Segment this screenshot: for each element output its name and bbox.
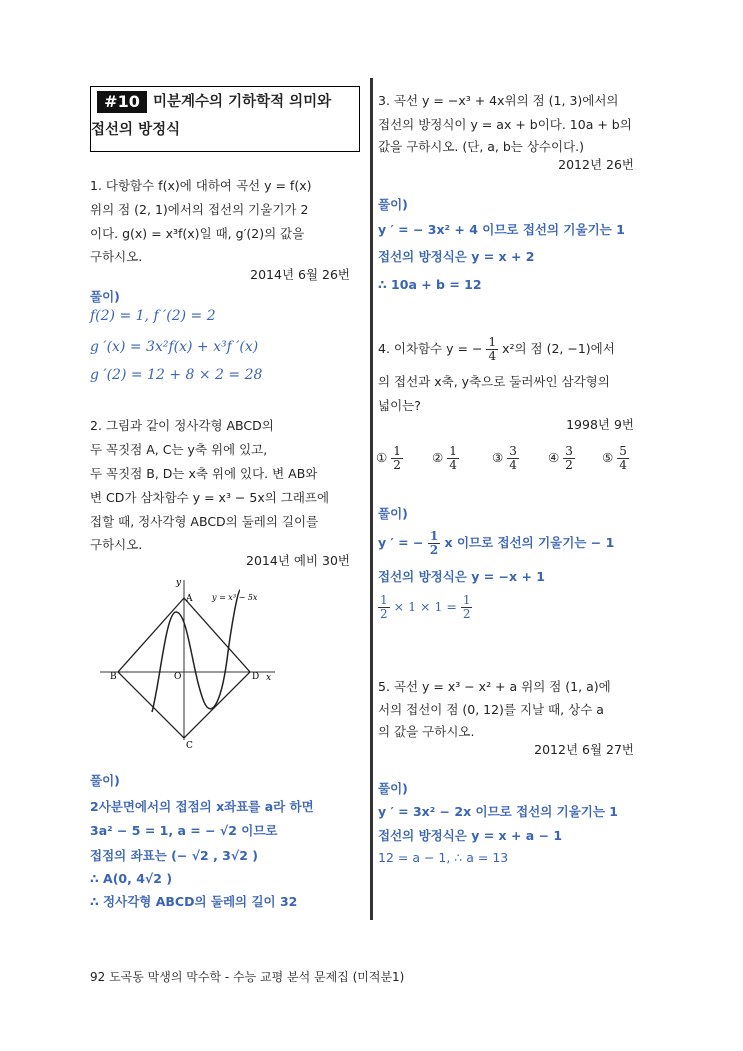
p4-sol1-post: x 이므로 접선의 기울기는 − 1 [444, 535, 615, 550]
p1-line3: 이다. g(x) = x³f(x)일 때, g′(2)의 값을 [90, 226, 305, 241]
label-O: O [174, 672, 182, 682]
p2-line2: 두 꼭짓점 A, C는 y축 위에 있고, [90, 442, 268, 457]
section-title-line1: 미분계수의 기하학적 의미와 [153, 94, 332, 110]
p1-sol-line3: g ′(2) = 12 + 8 × 2 = 28 [90, 367, 263, 383]
p4-sol3-mid: × 1 × 1 = [393, 599, 457, 614]
choice-5[interactable] [602, 445, 629, 472]
p1-sol-line2: g ′(x) = 3x²f(x) + x³f ′(x) [90, 339, 259, 355]
choice-3[interactable] [492, 445, 519, 472]
p2-sol-line3: 접점의 좌표는 (− √2 , 3√2 ) [90, 848, 258, 863]
p4-line1-pre: 4. 이차함수 y = − [378, 341, 483, 356]
p3-sol-line2: 접선의 방정식은 y = x + 2 [378, 249, 535, 264]
p5-line1: 5. 곡선 y = x³ − x² + a 위의 점 (1, a)에 [378, 679, 611, 694]
p4-sol3-n2: 1 [462, 593, 471, 607]
choice-1-frac [391, 445, 403, 472]
p4-sol1-pre: y ′ = − [378, 535, 424, 550]
p4-fraction [486, 336, 498, 363]
p3-sol-line3: ∴ 10a + b = 12 [378, 277, 482, 292]
choice-2-frac [447, 445, 459, 472]
p2-line4: 변 CD가 삼차함수 y = x³ − 5x의 그래프에 [90, 490, 330, 505]
p3-line1: 3. 곡선 y = −x³ + 4x위의 점 (1, 3)에서의 [378, 93, 619, 108]
p2-sol-line5: ∴ 정사각형 ABCD의 둘레의 길이 32 [90, 894, 298, 909]
choice-1-n: 1 [393, 444, 401, 458]
p2-line5: 접할 때, 정사각형 ABCD의 둘레의 길이를 [90, 514, 319, 529]
p4-sol3-frac1 [378, 594, 390, 621]
p4-line2: 의 접선과 x축, y축으로 둘러싸인 삼각형의 [378, 374, 610, 389]
p4-sol3-n1: 1 [380, 593, 388, 607]
choice-1-d: 2 [393, 458, 401, 472]
choice-1-num: ① [376, 450, 388, 465]
p1-line4: 구하시오. [90, 249, 143, 264]
p4-line1 [378, 336, 615, 363]
p4-sol3-frac2 [461, 594, 473, 621]
cubic-curve [152, 590, 240, 712]
p4-sol1-frac [428, 530, 440, 557]
choice-1[interactable] [376, 445, 403, 472]
curve-label: y = x³ − 5x [212, 593, 258, 602]
p5-solution-label: 풀이) [378, 781, 408, 796]
p4-frac-num: 1 [488, 335, 497, 349]
choice-5-d: 4 [619, 458, 627, 472]
p2-solution-label: 풀이) [90, 773, 120, 788]
choice-2-n: 1 [449, 444, 457, 458]
p3-source: 2012년 26번 [558, 157, 634, 172]
p2-line6: 구하시오. [90, 537, 143, 552]
choice-2[interactable] [432, 445, 459, 472]
p4-sol3-d2: 2 [462, 607, 471, 621]
p4-sol-line3 [378, 594, 472, 621]
p4-choices [376, 440, 636, 476]
p2-sol-line1: 2사분면에서의 접점의 x좌표를 a라 하면 [90, 799, 314, 814]
choice-4-d: 2 [565, 458, 573, 472]
p5-sol-line2: 접선의 방정식은 y = x + a − 1 [378, 828, 563, 843]
section-header [90, 86, 360, 152]
choice-2-d: 4 [449, 458, 457, 472]
column-divider [370, 78, 373, 920]
label-C: C [186, 741, 193, 751]
p1-source: 2014년 6월 26번 [250, 267, 350, 282]
p1-sol-line1: f(2) = 1, f ′(2) = 2 [90, 308, 216, 324]
p3-line3: 값을 구하시오. (단, a, b는 상수이다.) [378, 139, 585, 154]
p1-line1: 1. 다항함수 f(x)에 대하여 곡선 y = f(x) [90, 178, 312, 193]
p2-sol-line2: 3a² − 5 = 1, a = − √2 이므로 [90, 823, 278, 838]
choice-2-num: ② [432, 450, 444, 465]
page-footer: 92 도곡동 막생의 막수학 - 수능 교평 분석 문제집 (미적분1) [90, 970, 405, 984]
p4-sol3-d1: 2 [380, 607, 388, 621]
p4-frac-den: 4 [488, 349, 497, 363]
section-title-line2: 접선의 방정식 [91, 122, 181, 138]
p4-sol1-n: 1 [429, 529, 439, 543]
p3-line2: 접선의 방정식이 y = ax + b이다. 10a + b의 [378, 117, 632, 132]
p5-line3: 의 값을 구하시오. [378, 724, 475, 739]
p1-line2: 위의 점 (2, 1)에서의 접선의 기울기가 2 [90, 202, 309, 217]
choice-3-frac [507, 445, 519, 472]
p5-source: 2012년 6월 27번 [534, 742, 634, 757]
p5-sol-line3: 12 = a − 1, ∴ a = 13 [378, 850, 509, 865]
choice-3-num: ③ [492, 450, 504, 465]
p4-solution-label: 풀이) [378, 506, 408, 521]
label-B: B [110, 672, 117, 682]
p3-solution-label: 풀이) [378, 197, 408, 212]
p4-line1-post: x²의 점 (2, −1)에서 [502, 341, 615, 356]
p1-solution-label: 풀이) [90, 289, 120, 304]
p2-sol-line4: ∴ A(0, 4√2 ) [90, 871, 173, 886]
choice-4-num: ④ [548, 450, 560, 465]
choice-5-num: ⑤ [602, 450, 614, 465]
choice-5-frac [617, 445, 629, 472]
p4-sol1-d: 2 [429, 543, 439, 557]
p2-figure [100, 572, 280, 757]
y-axis-label: y [176, 578, 182, 588]
p5-line2: 서의 접선이 점 (0, 12)를 지날 때, 상수 a [378, 702, 604, 717]
choice-4-n: 3 [565, 444, 573, 458]
section-tag: #10 [97, 91, 147, 113]
choice-3-n: 3 [509, 444, 517, 458]
x-axis-label: x [266, 673, 272, 683]
p5-sol-line1: y ′ = 3x² − 2x 이므로 접선의 기울기는 1 [378, 804, 619, 819]
p3-sol-line1: y ′ = − 3x² + 4 이므로 접선의 기울기는 1 [378, 222, 625, 237]
p4-line3: 넓이는? [378, 398, 421, 413]
p4-sol-line2: 접선의 방정식은 y = −x + 1 [378, 569, 545, 584]
choice-5-n: 5 [619, 444, 627, 458]
label-A: A [186, 594, 193, 604]
p4-source: 1998년 9번 [566, 417, 634, 432]
p2-source: 2014년 예비 30번 [246, 553, 350, 568]
choice-4[interactable] [548, 445, 575, 472]
choice-4-frac [563, 445, 575, 472]
label-D: D [252, 672, 260, 682]
p4-sol-line1 [378, 530, 614, 557]
p2-line1: 2. 그림과 같이 정사각형 ABCD의 [90, 418, 274, 433]
p2-line3: 두 꼭짓점 B, D는 x축 위에 있다. 변 AB와 [90, 466, 318, 481]
choice-3-d: 4 [509, 458, 517, 472]
